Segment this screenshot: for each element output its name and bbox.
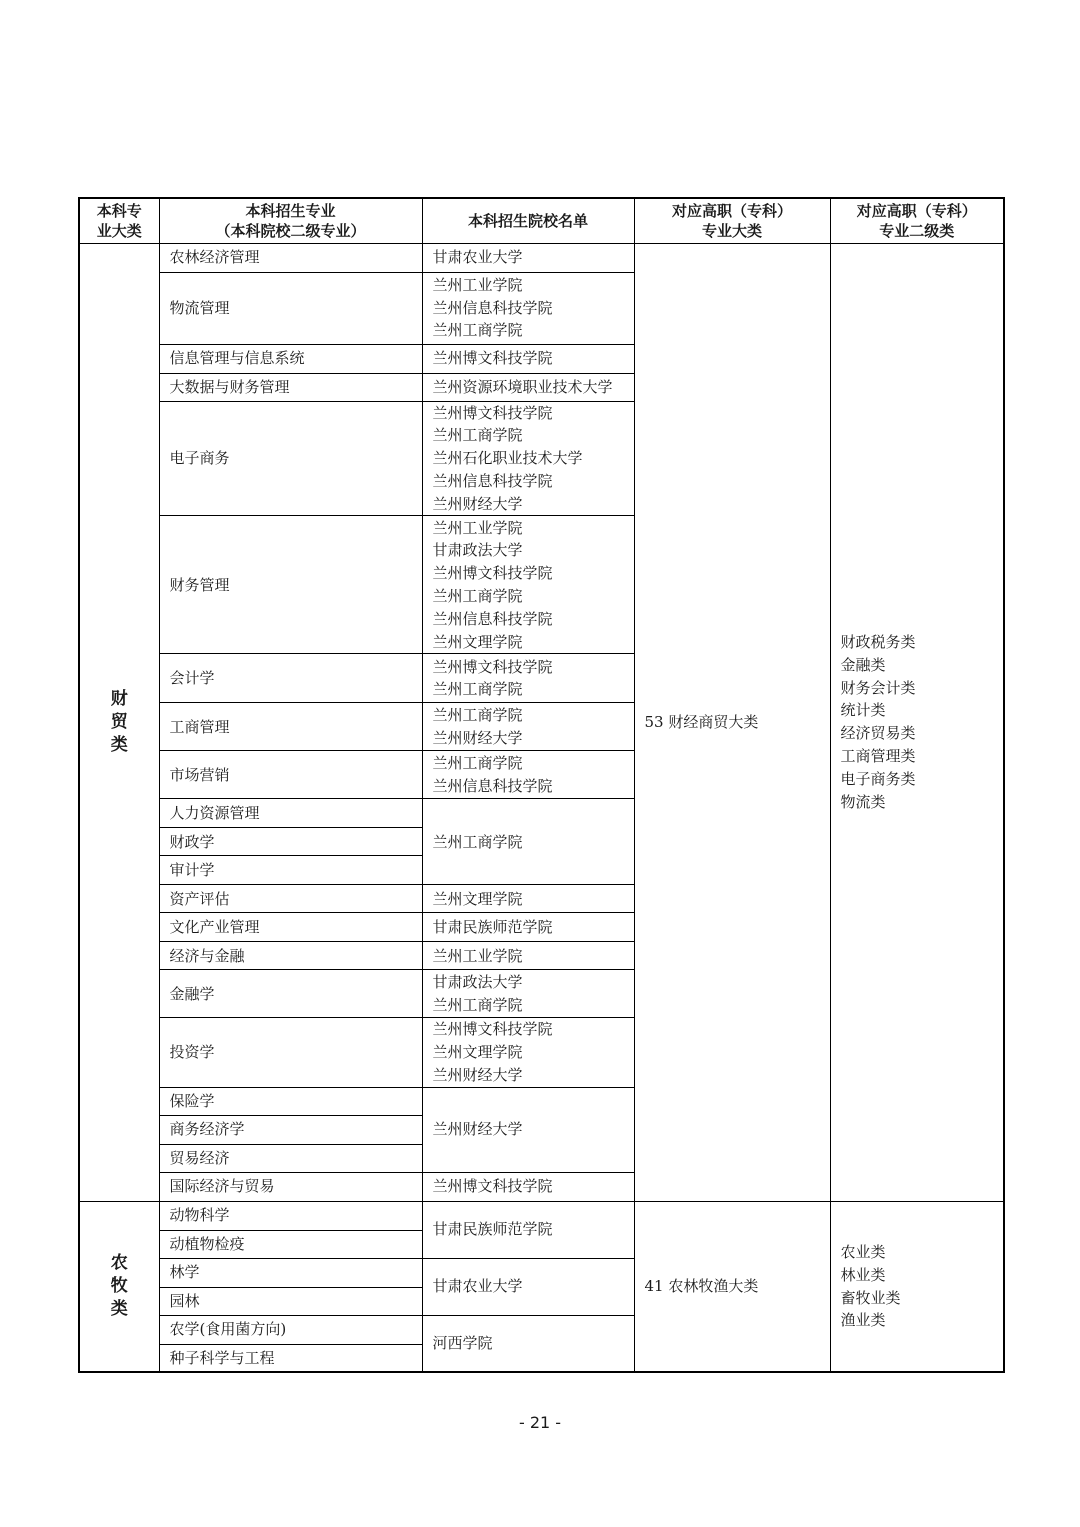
major-cell: 投资学 (159, 1018, 422, 1087)
header-vocational-subcategory: 对应高职（专科） 专业二级类 (830, 198, 1004, 243)
major-cell: 工商管理 (159, 703, 422, 751)
major-cell: 保险学 (159, 1087, 422, 1115)
page-number: - 21 - (518, 1413, 562, 1432)
category-cell: 财 贸 类 (79, 243, 159, 1201)
header-major: 本科招生专业 （本科院校二级专业） (159, 198, 422, 243)
major-cell: 国际经济与贸易 (159, 1172, 422, 1201)
major-cell: 资产评估 (159, 885, 422, 913)
vocational-subcategory-cell: 农业类 林业类 畜牧业类 渔业类 (830, 1201, 1004, 1372)
vocational-category-cell: 41 农林牧渔大类 (634, 1201, 830, 1372)
major-cell: 电子商务 (159, 401, 422, 516)
major-cell: 动物科学 (159, 1201, 422, 1230)
major-cell: 物流管理 (159, 272, 422, 344)
major-cell: 园林 (159, 1287, 422, 1315)
schools-cell: 兰州资源环境职业技术大学 (422, 373, 634, 401)
major-cell: 林学 (159, 1258, 422, 1287)
schools-cell: 甘肃民族师范学院 (422, 1201, 634, 1258)
header-row (79, 198, 1004, 243)
schools-cell: 河西学院 (422, 1315, 634, 1372)
major-cell: 文化产业管理 (159, 913, 422, 942)
table-row (79, 1201, 1004, 1230)
major-cell: 财务管理 (159, 516, 422, 654)
major-cell: 审计学 (159, 856, 422, 885)
major-cell: 金融学 (159, 970, 422, 1018)
major-cell: 会计学 (159, 654, 422, 703)
major-cell: 种子科学与工程 (159, 1344, 422, 1372)
major-cell: 农学(食用菌方向) (159, 1315, 422, 1344)
table-row (79, 243, 1004, 272)
major-cell: 经济与金融 (159, 942, 422, 970)
majors-table (78, 197, 1005, 1373)
major-cell: 商务经济学 (159, 1115, 422, 1144)
major-cell: 贸易经济 (159, 1144, 422, 1172)
schools-cell: 兰州博文科技学院 兰州文理学院 兰州财经大学 (422, 1018, 634, 1087)
category-cell: 农 牧 类 (79, 1201, 159, 1372)
schools-cell: 兰州工业学院 (422, 942, 634, 970)
schools-cell: 兰州工商学院 (422, 799, 634, 885)
major-cell: 财政学 (159, 828, 422, 856)
header-vocational-category: 对应高职（专科） 专业大类 (634, 198, 830, 243)
schools-cell: 兰州工业学院 甘肃政法大学 兰州博文科技学院 兰州工商学院 兰州信息科技学院 兰州文理学院 (422, 516, 634, 654)
schools-cell: 兰州工商学院 兰州信息科技学院 (422, 751, 634, 799)
header-schools: 本科招生院校名单 (422, 198, 634, 243)
schools-cell: 甘肃农业大学 (422, 1258, 634, 1315)
schools-cell: 甘肃农业大学 (422, 243, 634, 272)
schools-cell: 甘肃民族师范学院 (422, 913, 634, 942)
schools-cell: 兰州文理学院 (422, 885, 634, 913)
vocational-category-cell: 53 财经商贸大类 (634, 243, 830, 1201)
schools-cell: 兰州财经大学 (422, 1087, 634, 1172)
schools-cell: 兰州工业学院 兰州信息科技学院 兰州工商学院 (422, 272, 634, 344)
major-cell: 动植物检疫 (159, 1230, 422, 1258)
schools-cell: 兰州博文科技学院 (422, 1172, 634, 1201)
schools-cell: 甘肃政法大学 兰州工商学院 (422, 970, 634, 1018)
header-category: 本科专 业大类 (79, 198, 159, 243)
vocational-subcategory-cell: 财政税务类 金融类 财务会计类 统计类 经济贸易类 工商管理类 电子商务类 物流类 (830, 243, 1004, 1201)
schools-cell: 兰州博文科技学院 兰州工商学院 兰州石化职业技术大学 兰州信息科技学院 兰州财经大学 (422, 401, 634, 516)
major-cell: 人力资源管理 (159, 799, 422, 828)
major-cell: 大数据与财务管理 (159, 373, 422, 401)
major-cell: 农林经济管理 (159, 243, 422, 272)
schools-cell: 兰州博文科技学院 (422, 344, 634, 373)
schools-cell: 兰州工商学院 兰州财经大学 (422, 703, 634, 751)
major-cell: 信息管理与信息系统 (159, 344, 422, 373)
schools-cell: 兰州博文科技学院 兰州工商学院 (422, 654, 634, 703)
major-cell: 市场营销 (159, 751, 422, 799)
